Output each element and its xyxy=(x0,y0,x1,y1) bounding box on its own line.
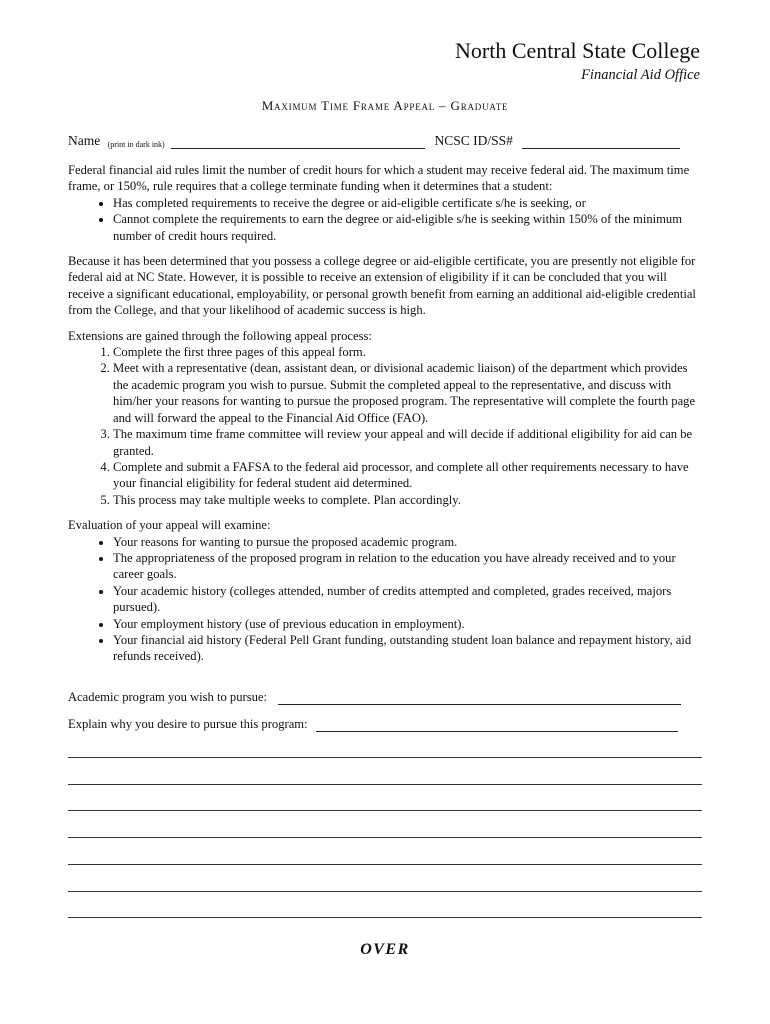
list-item: 4. Complete and submit a FAFSA to the federal aid processor, and complete all other requirements necessary to have your financial eligibility for federal student aid determined. xyxy=(113,459,702,492)
college-name: North Central State College xyxy=(455,38,700,63)
over-indicator: OVER xyxy=(360,941,410,958)
answer-line[interactable] xyxy=(68,784,702,785)
list-item: 3. The maximum time frame committee will review your appeal and will decide if additional eligibility for aid can be granted. xyxy=(113,426,702,459)
answer-line[interactable] xyxy=(68,891,702,892)
process-intro: Extensions are gained through the following appeal process: xyxy=(68,328,372,343)
answer-line[interactable] xyxy=(68,810,702,811)
program-label: Academic program you wish to pursue: xyxy=(68,690,268,704)
list-item: • Your employment history (use of previous education in employment). xyxy=(113,616,702,632)
id-label: NCSC ID/SS# xyxy=(434,133,513,148)
list-item: • The appropriateness of the proposed program in relation to the education you have already received and to your career goals. xyxy=(113,550,702,583)
list-item: • Cannot complete the requirements to earn the degree or aid-eligible s/he is seeking within 150% of the minimum number of credit hours required. xyxy=(113,211,702,244)
office-name: Financial Aid Office xyxy=(581,67,700,83)
explain-label: Explain why you desire to pursue this program: xyxy=(68,717,308,731)
list-item: 5. This process may take multiple weeks to complete. Plan accordingly. xyxy=(113,492,702,508)
name-label: Name xyxy=(68,133,101,148)
id-field[interactable] xyxy=(522,135,680,149)
form-title: Maximum Time Frame Appeal – Graduate xyxy=(261,98,509,113)
intro-bullet-list xyxy=(68,195,702,244)
process-steps-list xyxy=(68,344,702,508)
list-item: 1. Complete the first three pages of this appeal form. xyxy=(113,344,702,360)
evaluation-intro: Evaluation of your appeal will examine: xyxy=(68,518,271,533)
explain-field[interactable] xyxy=(316,718,678,732)
answer-line[interactable] xyxy=(68,837,702,838)
list-item: • Has completed requirements to receive the degree or aid-eligible certificate s/he is seeking, or xyxy=(113,195,702,211)
name-field[interactable] xyxy=(171,135,425,149)
evaluation-bullet-list xyxy=(68,534,702,665)
determination-paragraph: Because it has been determined that you possess a college degree or aid-eligible certificate, you are presently not eligible for federal aid at NC State. However, it is possible to receive an extension of eligibility if it can be concluded that you will receive a significant educational, employability, or personal growth benefit from earning an additional aid-eligible credential from the College, and that your likelihood of academic success is high. xyxy=(68,254,696,318)
list-item: • Your financial aid history (Federal Pell Grant funding, outstanding student loan balance and repayment history, aid refunds received). xyxy=(113,632,702,665)
identity-row xyxy=(68,133,702,151)
program-field[interactable] xyxy=(278,691,681,705)
list-item: 2. Meet with a representative (dean, assistant dean, or divisional academic liaison) of the department which provides the academic program you wish to pursue. Submit the completed appeal to the representative, and discuss with him/her your reasons for wanting to pursue the proposed program. The representative will complete the fourth page and will forward the appeal to the Financial Aid Office (FAO). xyxy=(113,360,702,426)
answer-line[interactable] xyxy=(68,917,702,918)
name-hint: (print in dark ink) xyxy=(107,140,165,149)
program-row xyxy=(68,690,702,706)
list-item: • Your reasons for wanting to pursue the proposed academic program. xyxy=(113,534,702,550)
answer-line[interactable] xyxy=(68,757,702,758)
form-body xyxy=(68,162,702,665)
answer-line[interactable] xyxy=(68,864,702,865)
explain-row xyxy=(68,717,702,733)
list-item: • Your academic history (colleges attended, number of credits attempted and completed, grades received, majors pursued). xyxy=(113,583,702,616)
intro-paragraph: Federal financial aid rules limit the number of credit hours for which a student may receive federal aid. The maximum time frame, or 150%, rule requires that a college terminate funding when it determines that a student: xyxy=(68,163,690,194)
